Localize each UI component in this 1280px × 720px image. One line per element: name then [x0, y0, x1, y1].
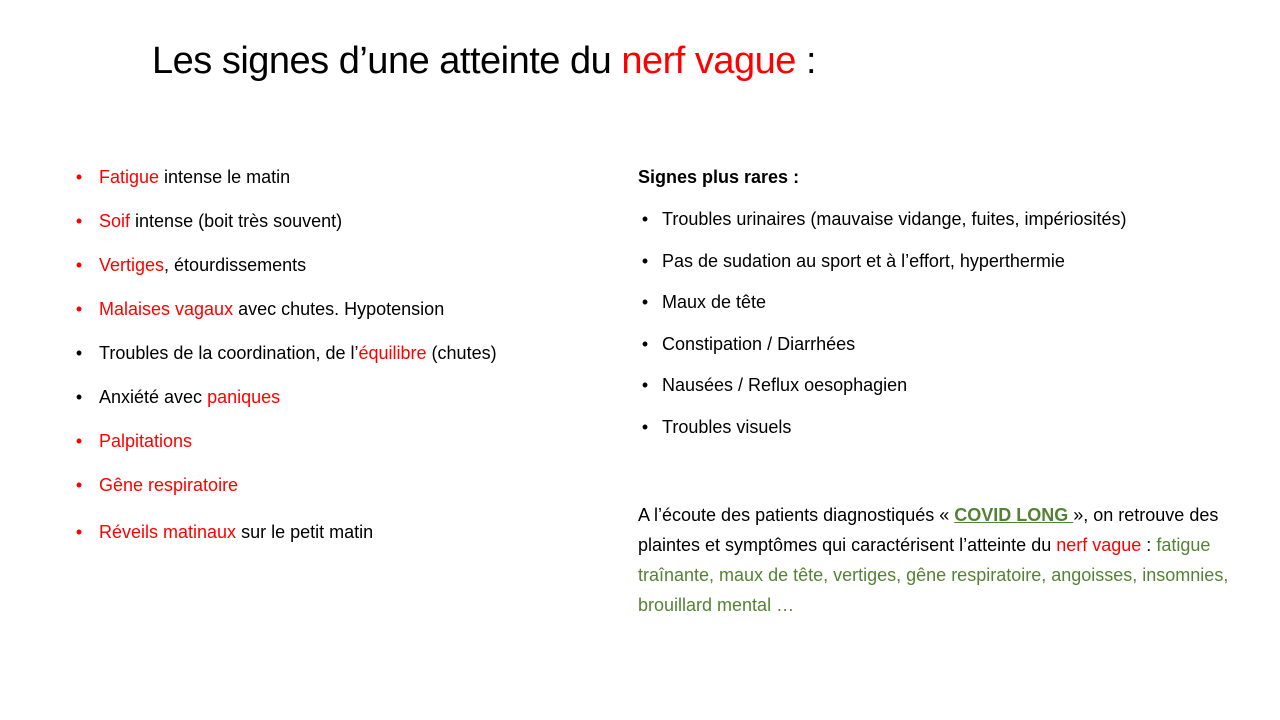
- item-highlight: Gêne respiratoire: [99, 475, 239, 495]
- list-item: [72, 384, 497, 428]
- title-part-6: :: [795, 40, 817, 82]
- item-highlight: paniques: [207, 387, 281, 407]
- item-text: intense le matin: [159, 167, 291, 187]
- item-text: intense (boit très souvent): [130, 211, 343, 231]
- bullet-icon: •: [75, 167, 83, 187]
- item-text: Troubles visuels: [662, 416, 792, 437]
- item-text: Anxiété avec: [99, 387, 208, 407]
- item-text: (chutes): [426, 343, 497, 363]
- title-part-5: nerf vague: [621, 40, 796, 82]
- bullet-icon: •: [641, 292, 649, 312]
- title-part-2: d’une: [328, 40, 440, 82]
- list-item: [72, 472, 497, 519]
- list-item: [72, 164, 497, 208]
- list-item: [72, 340, 497, 384]
- item-text: Maux de tête: [662, 292, 767, 312]
- item-text: sur le petit matin: [236, 522, 374, 542]
- bullet-icon: •: [75, 431, 83, 451]
- bullet-icon: •: [75, 343, 83, 363]
- bullet-icon: •: [75, 255, 83, 275]
- slide-title: [152, 40, 816, 83]
- item-highlight: Malaises vagaux: [99, 299, 234, 319]
- bullet-icon: •: [75, 475, 83, 495]
- list-item: [638, 331, 1127, 373]
- covid-paragraph: [638, 500, 1248, 620]
- bullet-icon: •: [75, 522, 83, 542]
- list-item: [72, 252, 497, 296]
- bullet-icon: •: [641, 416, 649, 437]
- title-part-3: atteinte: [439, 40, 560, 82]
- item-highlight: équilibre: [358, 343, 427, 363]
- para-green-symptoms: fatigue traînante, maux de tête, vertiges, gêne respiratoire, angoisses, insomnies, brouillard mental …: [638, 535, 1229, 615]
- list-item: [638, 206, 1127, 248]
- para-intro: A l’écoute des patients diagnostiqués «: [638, 505, 955, 525]
- item-text: Nausées / Reflux oesophagien: [662, 375, 908, 395]
- para-colon: :: [1141, 535, 1152, 555]
- main-symptoms-list: [72, 164, 497, 563]
- list-item: [72, 428, 497, 472]
- bullet-icon: •: [641, 250, 649, 271]
- item-highlight: Réveils matinaux: [99, 522, 237, 542]
- title-part-4: du: [559, 40, 622, 82]
- rare-signs-list: [638, 206, 1127, 455]
- title-part-1: Les signes: [152, 40, 329, 82]
- item-text: Pas de sudation au sport et à l’effort, hyperthermie: [662, 250, 1065, 271]
- list-item: [72, 208, 497, 252]
- item-highlight: Soif: [99, 211, 131, 231]
- bullet-icon: •: [641, 209, 649, 229]
- list-item: [638, 372, 1127, 414]
- item-highlight: Palpitations: [99, 431, 193, 451]
- list-item: [72, 296, 497, 340]
- item-highlight: Vertiges: [99, 255, 165, 275]
- bullet-icon: •: [75, 299, 83, 319]
- item-text: Troubles urinaires (mauvaise vidange, fuites, impériosités): [662, 209, 1127, 229]
- para-middle: », on retrouve des plaintes et symptômes qui caractérisent l’atteinte du: [638, 505, 1219, 555]
- list-item: [638, 248, 1127, 290]
- bullet-icon: •: [75, 211, 83, 231]
- list-item: [638, 289, 1127, 331]
- item-text: , étourdissements: [164, 255, 307, 275]
- rare-signs-column: [638, 164, 1248, 615]
- bullet-icon: •: [641, 375, 649, 395]
- item-text: Constipation / Diarrhées: [662, 333, 856, 354]
- bullet-icon: •: [641, 333, 649, 354]
- item-text: Troubles de la coordination, de l’: [99, 343, 359, 363]
- covid-long-link[interactable]: COVID LONG: [954, 505, 1074, 525]
- item-highlight: Fatigue: [99, 167, 160, 187]
- rare-signs-heading: Signes plus rares :: [638, 167, 800, 187]
- bullet-icon: •: [75, 387, 83, 407]
- para-nerve-highlight: nerf vague: [1056, 535, 1142, 555]
- list-item: [72, 519, 497, 563]
- list-item: [638, 414, 1127, 456]
- item-text: avec chutes. Hypotension: [233, 299, 445, 319]
